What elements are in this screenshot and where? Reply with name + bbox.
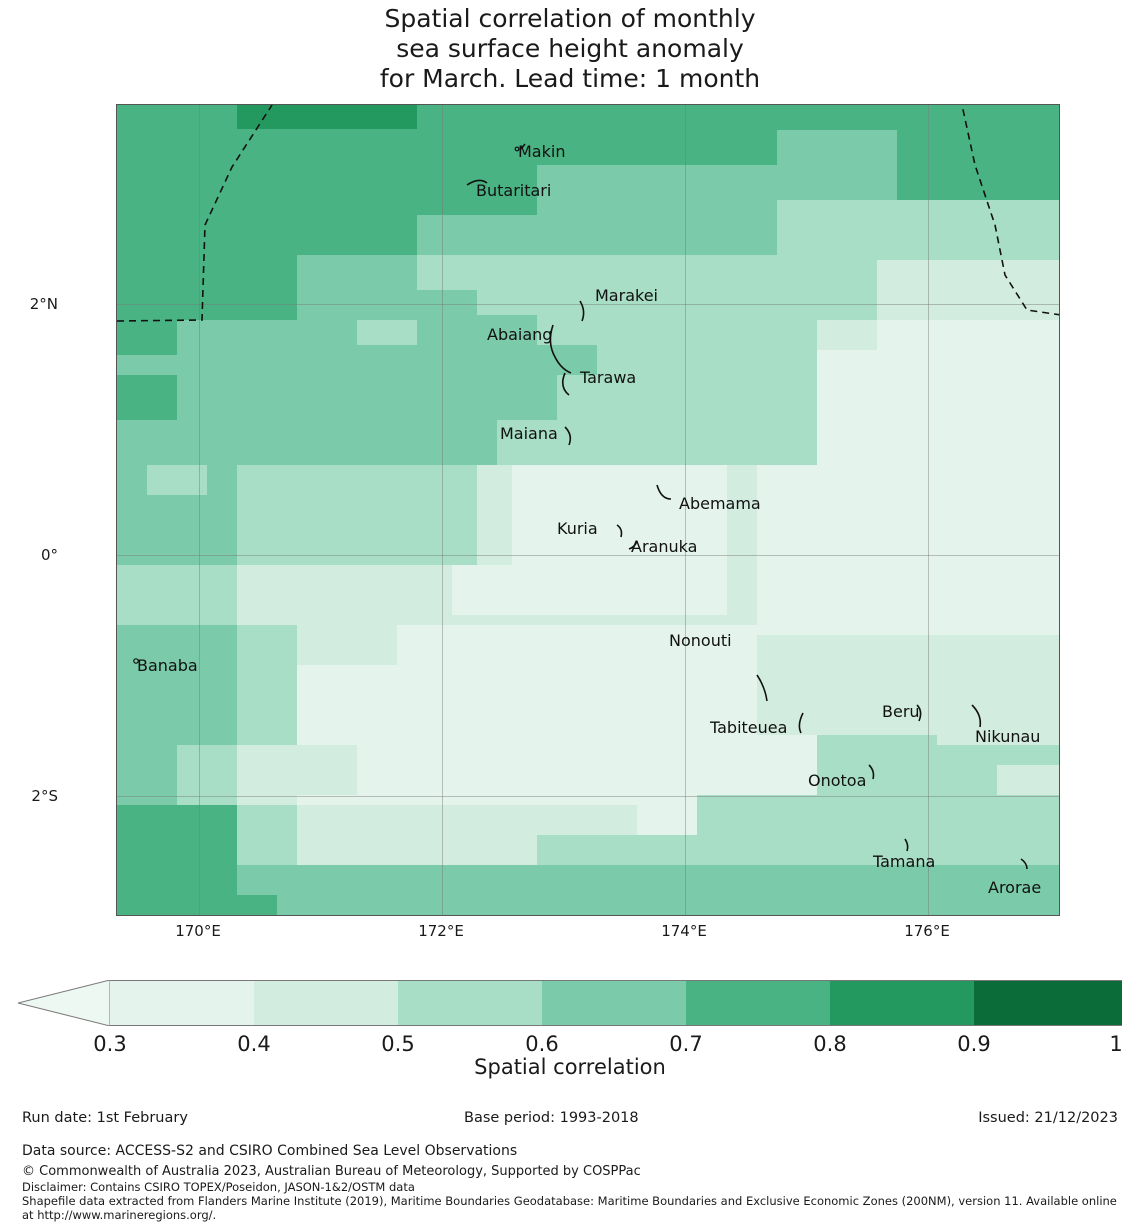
title-line-1: Spatial correlation of monthly [384, 4, 756, 33]
place-label-nikunau: Nikunau [975, 727, 1041, 746]
place-label-beru: Beru [882, 702, 920, 721]
copyright-text: © Commonwealth of Australia 2023, Australian Bureau of Meteorology, Supported by COSPPac [22, 1164, 641, 1179]
colorbar-tick-0.4: 0.4 [237, 1032, 271, 1056]
colorbar-segment [254, 980, 398, 1026]
place-label-butaritari: Butaritari [476, 181, 552, 200]
place-label-banaba: Banaba [137, 656, 198, 675]
colorbar-tick-0.6: 0.6 [525, 1032, 559, 1056]
run-date-text: Run date: 1st February [22, 1110, 188, 1126]
x-tick-176E: 176°E [904, 922, 950, 940]
x-tick-172E: 172°E [418, 922, 464, 940]
data-source-text: Data source: ACCESS-S2 and CSIRO Combined Sea Level Observations [22, 1143, 518, 1159]
colorbar [18, 980, 1122, 1026]
colorbar-segment [542, 980, 686, 1026]
colorbar-tick-1: 1 [1109, 1032, 1123, 1056]
issued-date-text: Issued: 21/12/2023 [978, 1110, 1118, 1126]
colorbar-tick-0.3: 0.3 [93, 1032, 127, 1056]
place-label-aranuka: Aranuka [631, 537, 698, 556]
title-line-3: for March. Lead time: 1 month [379, 64, 761, 93]
disclaimer-text: Disclaimer: Contains CSIRO TOPEX/Poseidon, JASON-1&2/OSTM data [22, 1180, 415, 1194]
place-label-abaiang: Abaiang [487, 325, 553, 344]
place-label-arorae: Arorae [988, 878, 1042, 897]
place-label-abemama: Abemama [679, 494, 761, 513]
colorbar-segment [974, 980, 1122, 1026]
correlation-map [116, 104, 1060, 916]
colorbar-tick-0.8: 0.8 [813, 1032, 847, 1056]
place-label-tamana: Tamana [873, 852, 936, 871]
colorbar-tick-0.5: 0.5 [381, 1032, 415, 1056]
page-title [0, 4, 1140, 94]
place-label-kuria: Kuria [557, 519, 598, 538]
title-line-2: sea surface height anomaly [396, 34, 744, 63]
x-tick-174E: 174°E [661, 922, 707, 940]
island-outlines [117, 105, 1060, 916]
colorbar-extend-min-arrow [18, 980, 110, 1026]
colorbar-label: Spatial correlation [474, 1055, 666, 1079]
place-label-onotoa: Onotoa [808, 771, 867, 790]
place-label-nonouti: Nonouti [669, 631, 732, 650]
y-tick-2N: 2°N [29, 295, 58, 313]
base-period-text: Base period: 1993-2018 [464, 1110, 639, 1126]
colorbar-segment [830, 980, 974, 1026]
place-label-marakei: Marakei [595, 286, 658, 305]
place-label-tabiteuea: Tabiteuea [710, 718, 788, 737]
shapefile-attribution-text: Shapefile data extracted from Flanders Marine Institute (2019), Maritime Boundaries Geodatabase: Maritime Boundaries and Exclusive Economic Zones (200NM), version 11. Available online at http://www.marineregions.org/. [22, 1194, 1117, 1222]
x-tick-170E: 170°E [175, 922, 221, 940]
y-tick-2S: 2°S [31, 787, 58, 805]
colorbar-tick-0.7: 0.7 [669, 1032, 703, 1056]
colorbar-segment [110, 980, 254, 1026]
place-label-tarawa: Tarawa [580, 368, 637, 387]
place-label-maiana: Maiana [500, 424, 558, 443]
colorbar-tick-0.9: 0.9 [957, 1032, 991, 1056]
colorbar-segment [686, 980, 830, 1026]
colorbar-segment [398, 980, 542, 1026]
y-tick-0: 0° [40, 546, 58, 564]
place-label-makin: Makin [518, 142, 566, 161]
